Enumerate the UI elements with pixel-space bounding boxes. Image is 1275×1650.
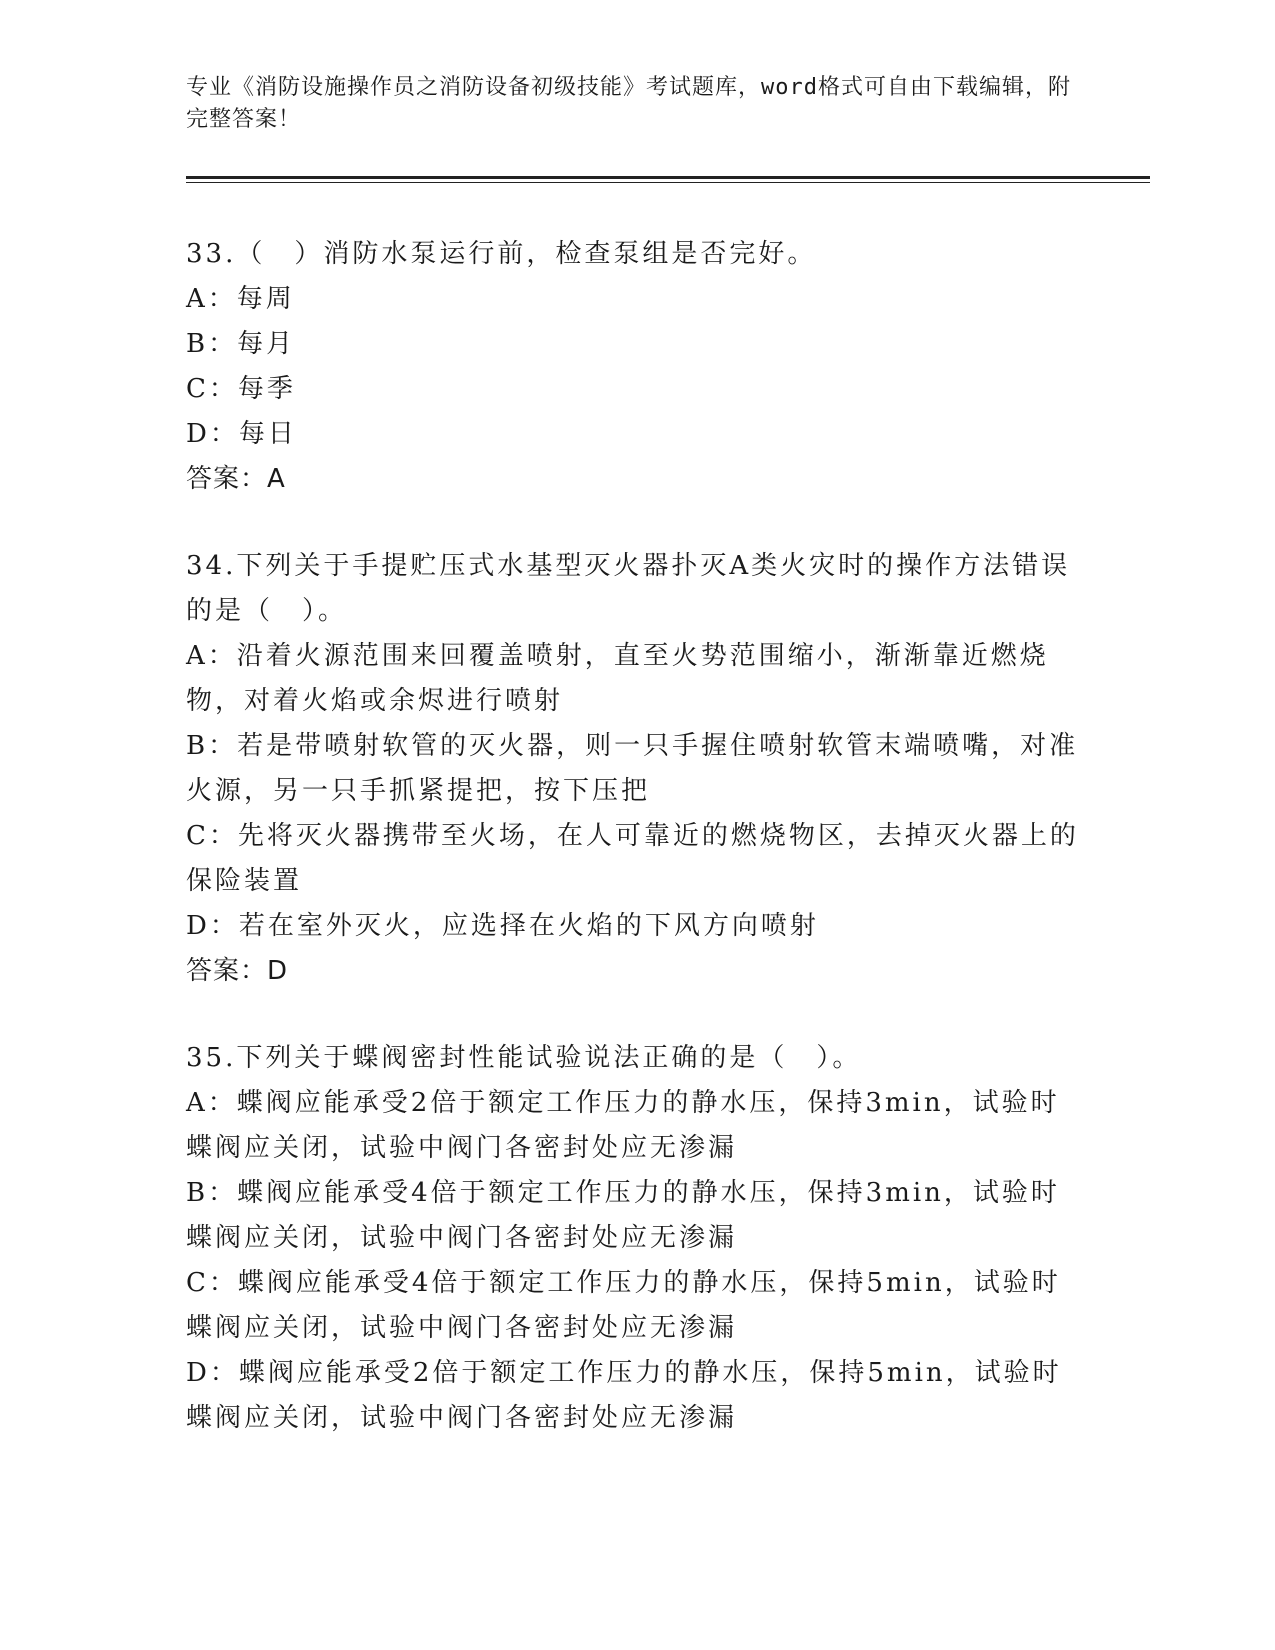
option-a: A：蝶阀应能承受2倍于额定工作压力的静水压，保持3min，试验时蝶阀应关闭，试验中阀门各密封处应无渗漏 [186, 1088, 1060, 1163]
option-a: A：沿着火源范围来回覆盖喷射，直至火势范围缩小，渐渐靠近燃烧物，对着火焰或余烬进行喷射 [186, 641, 1049, 716]
header-divider-thick [186, 176, 1150, 179]
question-stem: 35.下列关于蝶阀密封性能试验说法正确的是（ ）。 [186, 1043, 862, 1073]
question-stem: 34.下列关于手提贮压式水基型灭火器扑灭A类火灾时的操作方法错误的是（ ）。 [186, 551, 1071, 626]
option-d: D：蝶阀应能承受2倍于额定工作压力的静水压，保持5min，试验时蝶阀应关闭，试验中阀门各密封处应无渗漏 [186, 1358, 1062, 1433]
option-a: A：每周 [186, 284, 295, 314]
option-b: B：蝶阀应能承受4倍于额定工作压力的静水压，保持3min，试验时蝶阀应关闭，试验中阀门各密封处应无渗漏 [186, 1178, 1060, 1253]
header-divider-thin [186, 182, 1150, 183]
option-b: B：若是带喷射软管的灭火器，则一只手握住喷射软管末端喷嘴，对准火源，另一只手抓紧提把，按下压把 [186, 731, 1079, 806]
question-34 [186, 544, 1086, 994]
option-b: B：每月 [186, 329, 296, 359]
option-d: D：若在室外灭火，应选择在火焰的下风方向喷射 [186, 911, 819, 941]
option-c: C：每季 [186, 374, 296, 404]
question-list [186, 232, 1086, 1483]
answer-label: 答案：D [186, 956, 289, 986]
option-c: C：先将灭火器携带至火场，在人可靠近的燃烧物区，去掉灭火器上的保险装置 [186, 821, 1079, 896]
answer-label: 答案：A [186, 464, 286, 494]
question-33 [186, 232, 1086, 502]
question-35 [186, 1036, 1086, 1441]
question-stem: 33.（ ）消防水泵运行前，检查泵组是否完好。 [186, 239, 817, 269]
option-c: C：蝶阀应能承受4倍于额定工作压力的静水压，保持5min，试验时蝶阀应关闭，试验中阀门各密封处应无渗漏 [186, 1268, 1061, 1343]
document-header: 专业《消防设施操作员之消防设备初级技能》考试题库，word格式可自由下载编辑，附完整答案！ [186, 75, 1071, 132]
option-d: D：每日 [186, 419, 297, 449]
